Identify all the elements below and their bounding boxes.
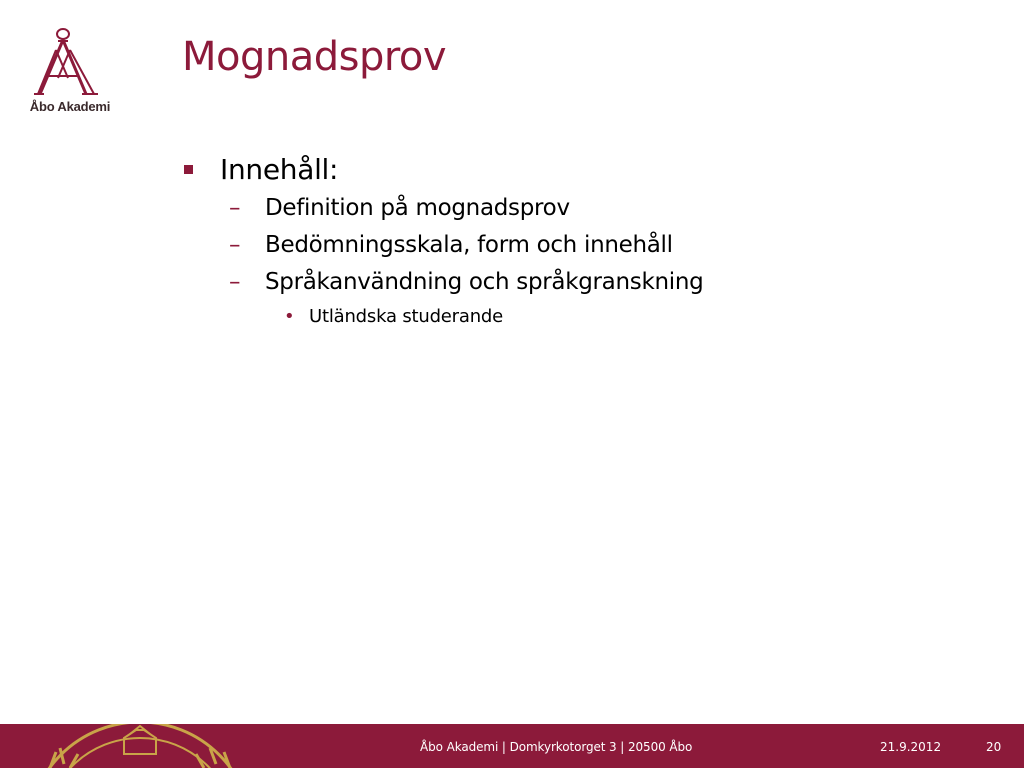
page-number: 20 [986,740,1002,754]
square-bullet-icon [184,165,193,174]
dash-bullet-icon: – [229,195,241,221]
sub-bullet-text: Definition på mognadsprov [265,195,570,221]
footer-bar [0,724,1024,768]
university-seal-icon [20,724,260,768]
logo-text: Åbo Akademi [29,99,111,114]
abo-akademi-logo [22,26,118,118]
footer-date: 21.9.2012 [880,740,942,754]
bullet-text: Innehåll: [220,153,339,186]
slide-title: Mognadsprov [182,34,447,80]
dash-bullet-icon: – [229,232,241,258]
slide-content [184,150,964,333]
sub-bullet-item [184,190,964,227]
sub-sub-bullet-item [184,301,964,333]
dot-bullet-icon: • [284,306,295,327]
sub-bullet-item [184,227,964,264]
bullet-item [184,150,964,190]
sub-bullet-item [184,264,964,301]
dash-bullet-icon: – [229,269,241,295]
sub-bullet-text: Språkanvändning och språkgranskning [265,269,704,295]
abo-akademi-logo-icon [22,26,118,100]
sub-bullet-text: Bedömningsskala, form och innehåll [265,232,673,258]
sub-sub-bullet-text: Utländska studerande [309,306,504,327]
footer-address: Åbo Akademi | Domkyrkotorget 3 | 20500 Åbo [420,740,693,754]
